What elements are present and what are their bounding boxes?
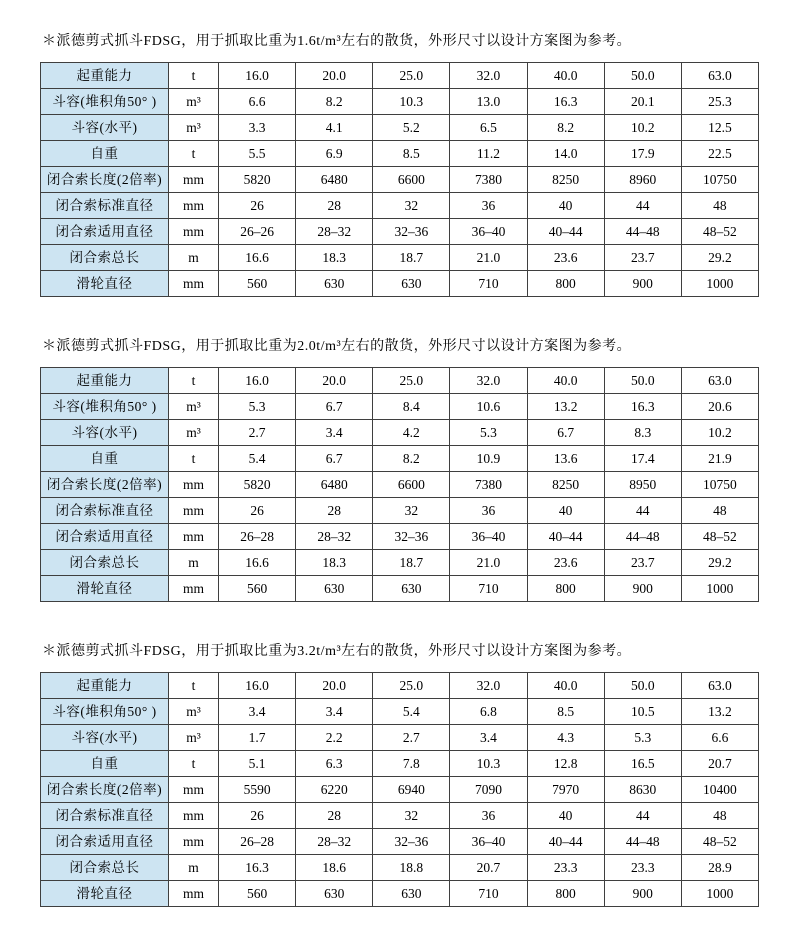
value-cell: 18.8 bbox=[373, 855, 450, 881]
row-unit: t bbox=[169, 63, 219, 89]
value-cell: 20.7 bbox=[681, 751, 758, 777]
value-cell: 6.7 bbox=[296, 446, 373, 472]
value-cell: 28 bbox=[296, 498, 373, 524]
value-cell: 48 bbox=[681, 803, 758, 829]
value-cell: 44 bbox=[604, 803, 681, 829]
value-cell: 6.8 bbox=[450, 699, 527, 725]
value-cell: 10400 bbox=[681, 777, 758, 803]
value-cell: 28 bbox=[296, 193, 373, 219]
value-cell: 7970 bbox=[527, 777, 604, 803]
row-label: 闭合索总长 bbox=[41, 855, 169, 881]
row-unit: m³ bbox=[169, 420, 219, 446]
row-unit: mm bbox=[169, 219, 219, 245]
row-label: 闭合索标准直径 bbox=[41, 498, 169, 524]
value-cell: 10.2 bbox=[681, 420, 758, 446]
row-unit: t bbox=[169, 673, 219, 699]
value-cell: 29.2 bbox=[681, 245, 758, 271]
value-cell: 32.0 bbox=[450, 368, 527, 394]
value-cell: 22.5 bbox=[681, 141, 758, 167]
section-heading: ＊派德剪式抓斗FDSG，用于抓取比重为3.2t/m³左右的散货，外形尺寸以设计方案图为参考。 bbox=[42, 644, 632, 659]
row-label: 起重能力 bbox=[41, 63, 169, 89]
table-row bbox=[41, 576, 759, 602]
value-cell: 560 bbox=[219, 881, 296, 907]
value-cell: 16.5 bbox=[604, 751, 681, 777]
row-label: 斗容(水平) bbox=[41, 420, 169, 446]
row-label: 斗容(堆积角50° ) bbox=[41, 699, 169, 725]
value-cell: 4.3 bbox=[527, 725, 604, 751]
value-cell: 20.1 bbox=[604, 89, 681, 115]
row-label: 闭合索长度(2倍率) bbox=[41, 472, 169, 498]
value-cell: 5590 bbox=[219, 777, 296, 803]
value-cell: 10.6 bbox=[450, 394, 527, 420]
value-cell: 16.3 bbox=[527, 89, 604, 115]
row-label: 斗容(水平) bbox=[41, 725, 169, 751]
value-cell: 16.0 bbox=[219, 368, 296, 394]
value-cell: 13.2 bbox=[681, 699, 758, 725]
table-row bbox=[41, 855, 759, 881]
table-row bbox=[41, 751, 759, 777]
row-label: 自重 bbox=[41, 141, 169, 167]
value-cell: 5.3 bbox=[219, 394, 296, 420]
value-cell: 6480 bbox=[296, 167, 373, 193]
row-unit: t bbox=[169, 368, 219, 394]
value-cell: 3.3 bbox=[219, 115, 296, 141]
row-label: 滑轮直径 bbox=[41, 881, 169, 907]
value-cell: 2.7 bbox=[373, 725, 450, 751]
value-cell: 44 bbox=[604, 193, 681, 219]
value-cell: 710 bbox=[450, 881, 527, 907]
value-cell: 40.0 bbox=[527, 63, 604, 89]
value-cell: 26–28 bbox=[219, 829, 296, 855]
table-row bbox=[41, 699, 759, 725]
row-label: 闭合索标准直径 bbox=[41, 193, 169, 219]
row-label: 闭合索标准直径 bbox=[41, 803, 169, 829]
table-row bbox=[41, 550, 759, 576]
value-cell: 5.4 bbox=[373, 699, 450, 725]
value-cell: 28 bbox=[296, 803, 373, 829]
row-unit: m³ bbox=[169, 725, 219, 751]
row-unit: mm bbox=[169, 524, 219, 550]
spec-section-1-6 bbox=[40, 32, 760, 297]
value-cell: 12.8 bbox=[527, 751, 604, 777]
table-row bbox=[41, 725, 759, 751]
table-row bbox=[41, 803, 759, 829]
value-cell: 13.6 bbox=[527, 446, 604, 472]
value-cell: 7090 bbox=[450, 777, 527, 803]
value-cell: 20.0 bbox=[296, 63, 373, 89]
value-cell: 18.7 bbox=[373, 550, 450, 576]
value-cell: 6.6 bbox=[219, 89, 296, 115]
value-cell: 16.0 bbox=[219, 63, 296, 89]
value-cell: 13.2 bbox=[527, 394, 604, 420]
value-cell: 28–32 bbox=[296, 219, 373, 245]
value-cell: 16.3 bbox=[604, 394, 681, 420]
value-cell: 44 bbox=[604, 498, 681, 524]
row-label: 自重 bbox=[41, 446, 169, 472]
value-cell: 28–32 bbox=[296, 524, 373, 550]
value-cell: 8.2 bbox=[373, 446, 450, 472]
value-cell: 36 bbox=[450, 498, 527, 524]
value-cell: 8.2 bbox=[527, 115, 604, 141]
value-cell: 18.3 bbox=[296, 245, 373, 271]
row-label: 起重能力 bbox=[41, 368, 169, 394]
value-cell: 8.4 bbox=[373, 394, 450, 420]
value-cell: 16.6 bbox=[219, 245, 296, 271]
value-cell: 900 bbox=[604, 881, 681, 907]
row-unit: m bbox=[169, 245, 219, 271]
value-cell: 18.7 bbox=[373, 245, 450, 271]
table-row bbox=[41, 472, 759, 498]
value-cell: 560 bbox=[219, 576, 296, 602]
row-unit: mm bbox=[169, 777, 219, 803]
value-cell: 18.3 bbox=[296, 550, 373, 576]
value-cell: 6.3 bbox=[296, 751, 373, 777]
value-cell: 48–52 bbox=[681, 524, 758, 550]
value-cell: 3.4 bbox=[296, 699, 373, 725]
value-cell: 63.0 bbox=[681, 673, 758, 699]
value-cell: 10.3 bbox=[450, 751, 527, 777]
row-label: 闭合索适用直径 bbox=[41, 524, 169, 550]
row-label: 闭合索总长 bbox=[41, 550, 169, 576]
value-cell: 21.9 bbox=[681, 446, 758, 472]
value-cell: 560 bbox=[219, 271, 296, 297]
value-cell: 36–40 bbox=[450, 524, 527, 550]
value-cell: 28.9 bbox=[681, 855, 758, 881]
table-row bbox=[41, 115, 759, 141]
value-cell: 32–36 bbox=[373, 829, 450, 855]
value-cell: 25.0 bbox=[373, 63, 450, 89]
row-label: 斗容(水平) bbox=[41, 115, 169, 141]
value-cell: 32.0 bbox=[450, 63, 527, 89]
value-cell: 21.0 bbox=[450, 245, 527, 271]
value-cell: 1000 bbox=[681, 881, 758, 907]
row-unit: t bbox=[169, 141, 219, 167]
value-cell: 36 bbox=[450, 193, 527, 219]
value-cell: 17.4 bbox=[604, 446, 681, 472]
value-cell: 1000 bbox=[681, 271, 758, 297]
value-cell: 14.0 bbox=[527, 141, 604, 167]
value-cell: 5.1 bbox=[219, 751, 296, 777]
value-cell: 50.0 bbox=[604, 673, 681, 699]
value-cell: 48 bbox=[681, 193, 758, 219]
value-cell: 5.2 bbox=[373, 115, 450, 141]
row-label: 斗容(堆积角50° ) bbox=[41, 89, 169, 115]
value-cell: 40–44 bbox=[527, 219, 604, 245]
value-cell: 23.3 bbox=[527, 855, 604, 881]
value-cell: 12.5 bbox=[681, 115, 758, 141]
value-cell: 20.0 bbox=[296, 368, 373, 394]
value-cell: 48 bbox=[681, 498, 758, 524]
value-cell: 7.8 bbox=[373, 751, 450, 777]
row-label: 闭合索长度(2倍率) bbox=[41, 777, 169, 803]
value-cell: 28–32 bbox=[296, 829, 373, 855]
value-cell: 50.0 bbox=[604, 63, 681, 89]
table-row bbox=[41, 524, 759, 550]
value-cell: 2.2 bbox=[296, 725, 373, 751]
value-cell: 8250 bbox=[527, 472, 604, 498]
table-row bbox=[41, 219, 759, 245]
value-cell: 10750 bbox=[681, 472, 758, 498]
table-row bbox=[41, 193, 759, 219]
value-cell: 32 bbox=[373, 498, 450, 524]
row-unit: m³ bbox=[169, 394, 219, 420]
value-cell: 13.0 bbox=[450, 89, 527, 115]
value-cell: 4.2 bbox=[373, 420, 450, 446]
table-row bbox=[41, 420, 759, 446]
value-cell: 40–44 bbox=[527, 829, 604, 855]
value-cell: 32–36 bbox=[373, 219, 450, 245]
value-cell: 25.0 bbox=[373, 673, 450, 699]
value-cell: 5.3 bbox=[450, 420, 527, 446]
value-cell: 5820 bbox=[219, 472, 296, 498]
row-unit: mm bbox=[169, 498, 219, 524]
value-cell: 1000 bbox=[681, 576, 758, 602]
value-cell: 8.3 bbox=[604, 420, 681, 446]
table-row bbox=[41, 446, 759, 472]
table-row bbox=[41, 394, 759, 420]
row-label: 闭合索长度(2倍率) bbox=[41, 167, 169, 193]
value-cell: 800 bbox=[527, 576, 604, 602]
value-cell: 8.5 bbox=[527, 699, 604, 725]
row-unit: t bbox=[169, 446, 219, 472]
value-cell: 36 bbox=[450, 803, 527, 829]
value-cell: 16.3 bbox=[219, 855, 296, 881]
value-cell: 8630 bbox=[604, 777, 681, 803]
spec-table-2-0 bbox=[40, 367, 759, 602]
value-cell: 23.6 bbox=[527, 245, 604, 271]
row-unit: m³ bbox=[169, 699, 219, 725]
value-cell: 21.0 bbox=[450, 550, 527, 576]
value-cell: 25.0 bbox=[373, 368, 450, 394]
value-cell: 4.1 bbox=[296, 115, 373, 141]
table-row bbox=[41, 63, 759, 89]
spec-section-2-0 bbox=[40, 337, 760, 602]
value-cell: 10.9 bbox=[450, 446, 527, 472]
value-cell: 710 bbox=[450, 271, 527, 297]
value-cell: 6220 bbox=[296, 777, 373, 803]
table-row bbox=[41, 673, 759, 699]
value-cell: 630 bbox=[296, 576, 373, 602]
table-row bbox=[41, 245, 759, 271]
row-unit: t bbox=[169, 751, 219, 777]
row-unit: mm bbox=[169, 193, 219, 219]
value-cell: 36–40 bbox=[450, 219, 527, 245]
row-unit: m bbox=[169, 855, 219, 881]
value-cell: 40 bbox=[527, 193, 604, 219]
value-cell: 48–52 bbox=[681, 219, 758, 245]
section-heading: ＊派德剪式抓斗FDSG，用于抓取比重为1.6t/m³左右的散货，外形尺寸以设计方案图为参考。 bbox=[42, 34, 632, 49]
value-cell: 40.0 bbox=[527, 673, 604, 699]
value-cell: 10.2 bbox=[604, 115, 681, 141]
table-row bbox=[41, 167, 759, 193]
value-cell: 5820 bbox=[219, 167, 296, 193]
value-cell: 10.3 bbox=[373, 89, 450, 115]
value-cell: 26–26 bbox=[219, 219, 296, 245]
row-unit: mm bbox=[169, 271, 219, 297]
value-cell: 630 bbox=[373, 271, 450, 297]
value-cell: 26 bbox=[219, 498, 296, 524]
table-row bbox=[41, 368, 759, 394]
row-label: 闭合索适用直径 bbox=[41, 219, 169, 245]
value-cell: 20.6 bbox=[681, 394, 758, 420]
value-cell: 3.4 bbox=[296, 420, 373, 446]
value-cell: 23.3 bbox=[604, 855, 681, 881]
value-cell: 11.2 bbox=[450, 141, 527, 167]
spec-section-3-2 bbox=[40, 642, 760, 907]
value-cell: 16.6 bbox=[219, 550, 296, 576]
value-cell: 40 bbox=[527, 803, 604, 829]
row-label: 闭合索总长 bbox=[41, 245, 169, 271]
row-label: 起重能力 bbox=[41, 673, 169, 699]
value-cell: 8960 bbox=[604, 167, 681, 193]
row-label: 滑轮直径 bbox=[41, 576, 169, 602]
value-cell: 63.0 bbox=[681, 63, 758, 89]
value-cell: 32.0 bbox=[450, 673, 527, 699]
row-unit: mm bbox=[169, 881, 219, 907]
value-cell: 7380 bbox=[450, 472, 527, 498]
value-cell: 32 bbox=[373, 193, 450, 219]
value-cell: 36–40 bbox=[450, 829, 527, 855]
spec-table-3-2 bbox=[40, 672, 759, 907]
value-cell: 48–52 bbox=[681, 829, 758, 855]
table-row bbox=[41, 881, 759, 907]
value-cell: 44–48 bbox=[604, 829, 681, 855]
value-cell: 6600 bbox=[373, 472, 450, 498]
value-cell: 900 bbox=[604, 576, 681, 602]
table-row bbox=[41, 141, 759, 167]
value-cell: 1.7 bbox=[219, 725, 296, 751]
value-cell: 44–48 bbox=[604, 219, 681, 245]
table-row bbox=[41, 271, 759, 297]
value-cell: 630 bbox=[296, 881, 373, 907]
value-cell: 40–44 bbox=[527, 524, 604, 550]
value-cell: 40 bbox=[527, 498, 604, 524]
row-label: 滑轮直径 bbox=[41, 271, 169, 297]
value-cell: 3.4 bbox=[219, 699, 296, 725]
value-cell: 63.0 bbox=[681, 368, 758, 394]
row-label: 自重 bbox=[41, 751, 169, 777]
value-cell: 6.5 bbox=[450, 115, 527, 141]
value-cell: 6940 bbox=[373, 777, 450, 803]
value-cell: 8250 bbox=[527, 167, 604, 193]
row-unit: m³ bbox=[169, 115, 219, 141]
value-cell: 20.7 bbox=[450, 855, 527, 881]
row-unit: mm bbox=[169, 829, 219, 855]
value-cell: 50.0 bbox=[604, 368, 681, 394]
value-cell: 26–28 bbox=[219, 524, 296, 550]
value-cell: 6600 bbox=[373, 167, 450, 193]
value-cell: 29.2 bbox=[681, 550, 758, 576]
spec-table-1-6 bbox=[40, 62, 759, 297]
value-cell: 7380 bbox=[450, 167, 527, 193]
row-unit: mm bbox=[169, 576, 219, 602]
row-label: 闭合索适用直径 bbox=[41, 829, 169, 855]
row-unit: mm bbox=[169, 167, 219, 193]
value-cell: 26 bbox=[219, 193, 296, 219]
value-cell: 800 bbox=[527, 271, 604, 297]
value-cell: 26 bbox=[219, 803, 296, 829]
row-unit: mm bbox=[169, 803, 219, 829]
table-row bbox=[41, 829, 759, 855]
value-cell: 3.4 bbox=[450, 725, 527, 751]
value-cell: 6.9 bbox=[296, 141, 373, 167]
value-cell: 5.5 bbox=[219, 141, 296, 167]
value-cell: 23.7 bbox=[604, 550, 681, 576]
row-unit: m bbox=[169, 550, 219, 576]
value-cell: 16.0 bbox=[219, 673, 296, 699]
value-cell: 6480 bbox=[296, 472, 373, 498]
value-cell: 710 bbox=[450, 576, 527, 602]
value-cell: 32 bbox=[373, 803, 450, 829]
value-cell: 23.7 bbox=[604, 245, 681, 271]
value-cell: 8.2 bbox=[296, 89, 373, 115]
value-cell: 6.7 bbox=[296, 394, 373, 420]
row-unit: m³ bbox=[169, 89, 219, 115]
table-row bbox=[41, 498, 759, 524]
value-cell: 900 bbox=[604, 271, 681, 297]
value-cell: 44–48 bbox=[604, 524, 681, 550]
section-heading: ＊派德剪式抓斗FDSG，用于抓取比重为2.0t/m³左右的散货，外形尺寸以设计方案图为参考。 bbox=[42, 339, 632, 354]
value-cell: 17.9 bbox=[604, 141, 681, 167]
value-cell: 800 bbox=[527, 881, 604, 907]
value-cell: 20.0 bbox=[296, 673, 373, 699]
value-cell: 8950 bbox=[604, 472, 681, 498]
value-cell: 25.3 bbox=[681, 89, 758, 115]
value-cell: 630 bbox=[373, 576, 450, 602]
value-cell: 6.6 bbox=[681, 725, 758, 751]
value-cell: 32–36 bbox=[373, 524, 450, 550]
table-row bbox=[41, 89, 759, 115]
value-cell: 10750 bbox=[681, 167, 758, 193]
value-cell: 10.5 bbox=[604, 699, 681, 725]
value-cell: 2.7 bbox=[219, 420, 296, 446]
value-cell: 40.0 bbox=[527, 368, 604, 394]
value-cell: 630 bbox=[373, 881, 450, 907]
value-cell: 18.6 bbox=[296, 855, 373, 881]
value-cell: 23.6 bbox=[527, 550, 604, 576]
value-cell: 5.4 bbox=[219, 446, 296, 472]
value-cell: 5.3 bbox=[604, 725, 681, 751]
value-cell: 630 bbox=[296, 271, 373, 297]
row-label: 斗容(堆积角50° ) bbox=[41, 394, 169, 420]
value-cell: 8.5 bbox=[373, 141, 450, 167]
table-row bbox=[41, 777, 759, 803]
value-cell: 6.7 bbox=[527, 420, 604, 446]
row-unit: mm bbox=[169, 472, 219, 498]
